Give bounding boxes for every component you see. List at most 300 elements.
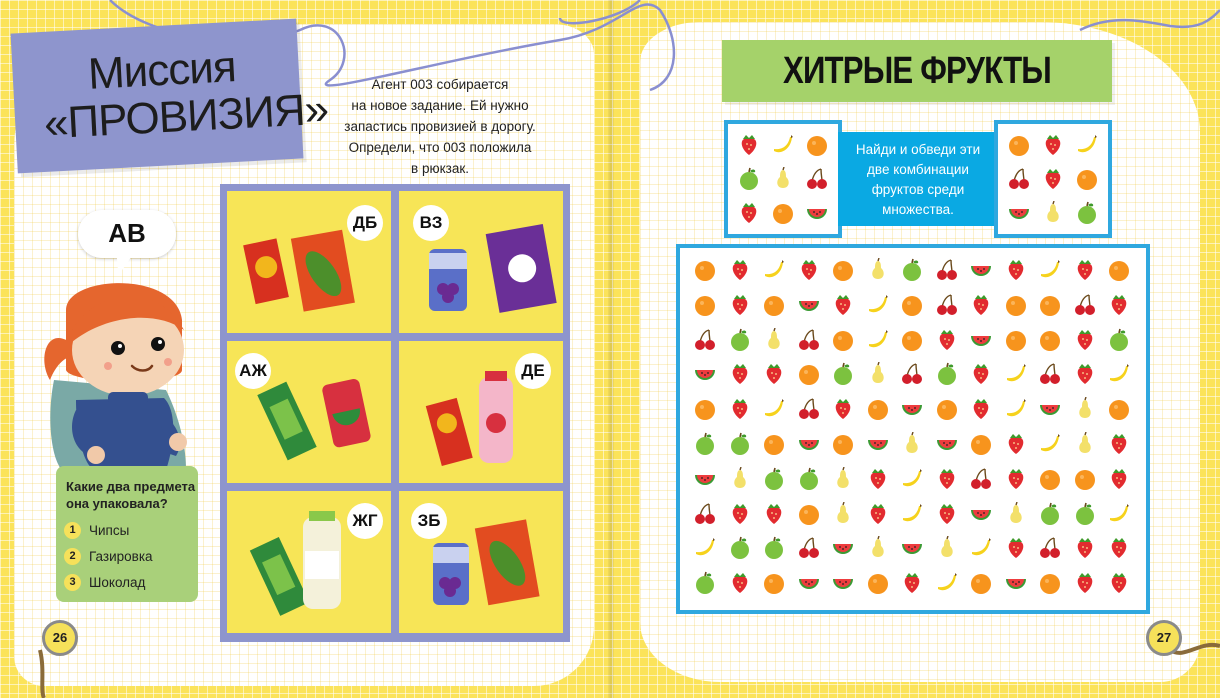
fruit-cell[interactable] — [1102, 393, 1136, 425]
grid-cell-zb[interactable] — [399, 491, 563, 633]
fruit-cell[interactable] — [688, 358, 722, 390]
orange-icon — [762, 293, 786, 317]
fruit-cell[interactable] — [792, 567, 826, 599]
fruit-cell[interactable] — [964, 393, 998, 425]
cherry-icon — [1073, 293, 1097, 317]
fruit-cell[interactable] — [861, 463, 895, 495]
banana-icon — [1107, 362, 1131, 386]
fruit-cell[interactable] — [999, 532, 1033, 564]
fruit-cell[interactable] — [1102, 358, 1136, 390]
page-number-right: 27 — [1146, 620, 1182, 656]
orange-icon — [797, 362, 821, 386]
cherry-icon — [969, 467, 993, 491]
strawberry-icon — [1073, 571, 1097, 595]
strawberry-icon — [728, 571, 752, 595]
fruit-cell[interactable] — [792, 532, 826, 564]
apple-icon — [728, 432, 752, 456]
apple-icon — [762, 467, 786, 491]
fruit-cell[interactable] — [792, 463, 826, 495]
strawberry-icon — [1004, 536, 1028, 560]
fruit-cell[interactable] — [999, 463, 1033, 495]
cherry-icon — [935, 293, 959, 317]
fruit-cell[interactable] — [1068, 532, 1102, 564]
fruit-cell[interactable] — [723, 428, 757, 460]
apple-icon — [1107, 328, 1131, 352]
option-number: 1 — [64, 522, 81, 539]
combo-fruit-cell — [1005, 131, 1033, 159]
watermelon-icon — [900, 536, 924, 560]
fruit-cell[interactable] — [964, 358, 998, 390]
fruit-cell[interactable] — [1068, 567, 1102, 599]
fruit-cell[interactable] — [999, 254, 1033, 286]
strawberry-icon — [935, 502, 959, 526]
cell-label: ДЕ — [515, 353, 551, 389]
cherry-icon — [797, 328, 821, 352]
pear-icon — [1073, 397, 1097, 421]
fruit-cell[interactable] — [895, 567, 929, 599]
watermelon-icon — [805, 201, 829, 225]
fruit-combination-left — [724, 120, 842, 238]
apple-icon — [737, 167, 761, 191]
grid-cell-zhg[interactable] — [227, 491, 391, 633]
orange-icon — [1107, 258, 1131, 282]
fruit-cell[interactable] — [688, 254, 722, 286]
fruit-cell[interactable] — [930, 532, 964, 564]
grid-cell-de[interactable] — [399, 341, 563, 483]
strawberry-icon — [831, 397, 855, 421]
cherry-icon — [935, 258, 959, 282]
strawberry-icon — [762, 502, 786, 526]
intro-line: Агент 003 собирается — [371, 77, 509, 92]
orange-icon — [831, 258, 855, 282]
fruit-cell[interactable] — [688, 567, 722, 599]
watermelon-icon — [1007, 201, 1031, 225]
option-item — [64, 548, 153, 565]
fruit-cell[interactable] — [964, 498, 998, 530]
watermelon-icon — [900, 397, 924, 421]
fruit-cell[interactable] — [826, 567, 860, 599]
pear-icon — [762, 328, 786, 352]
fruit-cell[interactable] — [757, 463, 791, 495]
option-item — [64, 522, 129, 539]
fruit-cell[interactable] — [757, 428, 791, 460]
orange-icon — [693, 293, 717, 317]
combo-fruit-cell — [735, 131, 763, 159]
fruit-cell[interactable] — [826, 463, 860, 495]
hint-line: две комбинации — [867, 162, 969, 177]
fruit-cell[interactable] — [757, 393, 791, 425]
fruit-combination-right — [994, 120, 1112, 238]
fruit-cell[interactable] — [826, 532, 860, 564]
fruit-cell[interactable] — [826, 358, 860, 390]
orange-icon — [866, 571, 890, 595]
pear-icon — [900, 432, 924, 456]
banana-icon — [1004, 397, 1028, 421]
strawberry-icon — [737, 201, 761, 225]
fruit-cell[interactable] — [930, 393, 964, 425]
fruit-cell[interactable] — [861, 498, 895, 530]
combo-fruit-cell — [1005, 165, 1033, 193]
fruit-cell[interactable] — [792, 498, 826, 530]
fruit-cell[interactable] — [999, 567, 1033, 599]
banana-icon — [1038, 432, 1062, 456]
pear-icon — [831, 467, 855, 491]
apple-icon — [693, 571, 717, 595]
strawberry-icon — [1004, 432, 1028, 456]
fruit-cell[interactable] — [826, 428, 860, 460]
strawberry-icon — [737, 133, 761, 157]
watermelon-icon — [969, 258, 993, 282]
fruit-cell[interactable] — [964, 567, 998, 599]
fruit-cell[interactable] — [999, 324, 1033, 356]
grid-cell-azh[interactable] — [227, 341, 391, 483]
fruit-cell[interactable] — [1033, 463, 1067, 495]
apple-icon — [900, 258, 924, 282]
pear-icon — [866, 536, 890, 560]
watermelon-icon — [797, 571, 821, 595]
apple-icon — [693, 432, 717, 456]
fruit-cell[interactable] — [999, 428, 1033, 460]
option-label: Чипсы — [89, 523, 130, 538]
cell-label: АЖ — [235, 353, 271, 389]
fruit-cell[interactable] — [1033, 358, 1067, 390]
fruit-cell[interactable] — [1033, 428, 1067, 460]
strawberry-icon — [728, 258, 752, 282]
cherry-icon — [797, 397, 821, 421]
fruit-cell[interactable] — [964, 463, 998, 495]
fruit-cell[interactable] — [792, 254, 826, 286]
combo-fruit-cell — [735, 165, 763, 193]
fruit-cell[interactable] — [999, 498, 1033, 530]
fruit-cell[interactable] — [792, 428, 826, 460]
banana-icon — [1075, 133, 1099, 157]
hint-text — [838, 140, 998, 220]
strawberry-icon — [1107, 432, 1131, 456]
fruit-cell[interactable] — [792, 358, 826, 390]
fruit-cell[interactable] — [964, 324, 998, 356]
fruit-cell[interactable] — [688, 498, 722, 530]
fruit-cell[interactable] — [895, 532, 929, 564]
fruit-cell[interactable] — [1033, 532, 1067, 564]
fruit-cell[interactable] — [757, 324, 791, 356]
watermelon-icon — [797, 432, 821, 456]
strawberry-icon — [969, 362, 993, 386]
watermelon-icon — [969, 328, 993, 352]
fruit-cell[interactable] — [792, 289, 826, 321]
banana-icon — [900, 502, 924, 526]
strawberry-icon — [728, 397, 752, 421]
fruit-cell[interactable] — [757, 289, 791, 321]
pear-icon — [935, 536, 959, 560]
items-grid — [220, 184, 570, 642]
fruit-cell[interactable] — [826, 254, 860, 286]
apple-icon — [797, 467, 821, 491]
fruit-cell[interactable] — [688, 289, 722, 321]
fruit-cell[interactable] — [757, 254, 791, 286]
fruit-cell[interactable] — [1033, 254, 1067, 286]
banana-icon — [762, 258, 786, 282]
option-item — [64, 574, 145, 591]
strawberry-icon — [935, 328, 959, 352]
fruit-cell[interactable] — [826, 393, 860, 425]
strawberry-icon — [1073, 328, 1097, 352]
fruit-cell[interactable] — [688, 463, 722, 495]
watermelon-icon — [969, 502, 993, 526]
combo-fruit-cell — [769, 131, 797, 159]
fruit-cell[interactable] — [964, 532, 998, 564]
watermelon-icon — [1004, 571, 1028, 595]
strawberry-icon — [1004, 467, 1028, 491]
fruit-cell[interactable] — [1068, 498, 1102, 530]
watermelon-icon — [693, 362, 717, 386]
strawberry-icon — [900, 571, 924, 595]
banana-icon — [762, 397, 786, 421]
cherry-icon — [805, 167, 829, 191]
pear-icon — [728, 467, 752, 491]
fruit-search-grid — [676, 244, 1150, 614]
fruit-cell[interactable] — [999, 289, 1033, 321]
fruit-cell[interactable] — [895, 254, 929, 286]
fruit-cell[interactable] — [895, 428, 929, 460]
strawberry-icon — [728, 362, 752, 386]
fruit-cell[interactable] — [723, 324, 757, 356]
fruit-cell[interactable] — [723, 254, 757, 286]
apple-icon — [728, 536, 752, 560]
fruit-cell[interactable] — [1102, 289, 1136, 321]
combo-fruit-cell — [1039, 131, 1067, 159]
fruit-cell[interactable] — [861, 289, 895, 321]
fruit-cell[interactable] — [861, 254, 895, 286]
watermelon-icon — [693, 467, 717, 491]
strawberry-icon — [728, 502, 752, 526]
cherry-icon — [1007, 167, 1031, 191]
girl-agent-illustration — [36, 270, 196, 470]
watermelon-icon — [1038, 397, 1062, 421]
page-number-left: 26 — [42, 620, 78, 656]
orange-icon — [1038, 467, 1062, 491]
pear-icon — [1073, 432, 1097, 456]
combo-fruit-cell — [769, 199, 797, 227]
hint-line: Найди и обведи эти — [855, 142, 981, 157]
fruit-cell[interactable] — [1102, 324, 1136, 356]
cherry-icon — [797, 536, 821, 560]
fruit-cell[interactable] — [861, 358, 895, 390]
fruit-cell[interactable] — [1102, 254, 1136, 286]
orange-icon — [797, 502, 821, 526]
fruit-cell[interactable] — [930, 428, 964, 460]
fruit-cell[interactable] — [930, 289, 964, 321]
fruit-cell[interactable] — [1102, 463, 1136, 495]
fruit-cell[interactable] — [895, 498, 929, 530]
pear-icon — [831, 502, 855, 526]
pear-icon — [771, 167, 795, 191]
strawberry-icon — [1041, 133, 1065, 157]
pear-icon — [866, 258, 890, 282]
fruit-cell[interactable] — [757, 567, 791, 599]
orange-icon — [1004, 293, 1028, 317]
fruit-cell[interactable] — [999, 393, 1033, 425]
fruit-cell[interactable] — [964, 428, 998, 460]
banana-icon — [771, 133, 795, 157]
fruit-cell[interactable] — [688, 428, 722, 460]
cherry-icon — [900, 362, 924, 386]
fruit-cell[interactable] — [792, 324, 826, 356]
orange-icon — [969, 432, 993, 456]
fruit-cell[interactable] — [964, 289, 998, 321]
fruit-cell[interactable] — [1033, 324, 1067, 356]
strawberry-icon — [969, 293, 993, 317]
banana-icon — [693, 536, 717, 560]
fruit-cell[interactable] — [723, 358, 757, 390]
fruit-cell[interactable] — [826, 498, 860, 530]
fruit-cell[interactable] — [930, 463, 964, 495]
intro-line: в рюкзак. — [411, 161, 469, 176]
orange-icon — [693, 397, 717, 421]
fruit-cell[interactable] — [895, 358, 929, 390]
cherry-icon — [693, 502, 717, 526]
fruit-cell[interactable] — [999, 358, 1033, 390]
fruit-cell[interactable] — [861, 428, 895, 460]
banana-icon — [1107, 502, 1131, 526]
fruit-cell[interactable] — [723, 463, 757, 495]
strawberry-icon — [866, 467, 890, 491]
apple-icon — [762, 536, 786, 560]
fruit-cell[interactable] — [792, 393, 826, 425]
strawberry-icon — [728, 293, 752, 317]
fruit-cell[interactable] — [1102, 567, 1136, 599]
fruit-cell[interactable] — [1068, 324, 1102, 356]
banana-icon — [1038, 258, 1062, 282]
apple-icon — [1073, 502, 1097, 526]
fruit-cell[interactable] — [1102, 428, 1136, 460]
hint-line: множества. — [882, 202, 954, 217]
fruit-cell[interactable] — [1102, 498, 1136, 530]
strawberry-icon — [1041, 167, 1065, 191]
fruit-cell[interactable] — [1033, 498, 1067, 530]
fruit-cell[interactable] — [895, 393, 929, 425]
option-label: Шоколад — [89, 575, 146, 590]
combo-fruit-cell — [1039, 199, 1067, 227]
fruit-cell[interactable] — [1068, 393, 1102, 425]
orange-icon — [1038, 328, 1062, 352]
option-number: 2 — [64, 548, 81, 565]
banana-icon — [900, 467, 924, 491]
fruit-cell[interactable] — [688, 324, 722, 356]
fruit-cell[interactable] — [723, 393, 757, 425]
combo-fruit-cell — [1073, 165, 1101, 193]
fruit-cell[interactable] — [964, 254, 998, 286]
grid-cell-db[interactable] — [227, 191, 391, 333]
watermelon-icon — [866, 432, 890, 456]
apple-icon — [1038, 502, 1062, 526]
watermelon-icon — [831, 571, 855, 595]
question-text: Какие два предмета она упаковала? — [66, 479, 196, 511]
fruit-cell[interactable] — [757, 358, 791, 390]
fruit-cell[interactable] — [930, 324, 964, 356]
strawberry-icon — [831, 293, 855, 317]
fruit-cell[interactable] — [1033, 393, 1067, 425]
fruit-cell[interactable] — [1102, 532, 1136, 564]
fruit-cell[interactable] — [1068, 428, 1102, 460]
cherry-icon — [693, 328, 717, 352]
pear-icon — [1041, 201, 1065, 225]
orange-icon — [1007, 133, 1031, 157]
orange-icon — [1075, 167, 1099, 191]
grid-cell-vz[interactable] — [399, 191, 563, 333]
fruit-cell[interactable] — [1033, 289, 1067, 321]
intro-line: запастись провизией в дорогу. — [344, 119, 536, 134]
apple-icon — [831, 362, 855, 386]
intro-text — [318, 74, 562, 179]
fruit-cell[interactable] — [895, 463, 929, 495]
strawberry-icon — [1073, 536, 1097, 560]
orange-icon — [935, 397, 959, 421]
fruit-cell[interactable] — [1068, 358, 1102, 390]
apple-icon — [1075, 201, 1099, 225]
fruit-cell[interactable] — [1068, 254, 1102, 286]
orange-icon — [831, 432, 855, 456]
cherry-icon — [1038, 362, 1062, 386]
orange-icon — [1038, 293, 1062, 317]
orange-icon — [1038, 571, 1062, 595]
fruit-cell[interactable] — [861, 567, 895, 599]
strawberry-icon — [1107, 536, 1131, 560]
strawberry-icon — [1073, 362, 1097, 386]
fruit-cell[interactable] — [757, 532, 791, 564]
fruit-cell[interactable] — [826, 324, 860, 356]
fruit-cell[interactable] — [723, 498, 757, 530]
fruit-cell[interactable] — [861, 393, 895, 425]
combo-fruit-cell — [1073, 131, 1101, 159]
strawberry-icon — [762, 362, 786, 386]
fruit-cell[interactable] — [688, 532, 722, 564]
right-page-title: ХИТРЫЕ ФРУКТЫ — [783, 50, 1051, 92]
fruit-cell[interactable] — [1033, 567, 1067, 599]
fruit-cell[interactable] — [723, 567, 757, 599]
combo-fruit-cell — [1073, 199, 1101, 227]
fruit-cell[interactable] — [930, 498, 964, 530]
strawberry-icon — [866, 502, 890, 526]
fruit-cell[interactable] — [930, 254, 964, 286]
apple-icon — [935, 362, 959, 386]
fruit-cell[interactable] — [826, 289, 860, 321]
fruit-cell[interactable] — [895, 324, 929, 356]
strawberry-icon — [935, 467, 959, 491]
fruit-cell[interactable] — [895, 289, 929, 321]
fruit-cell[interactable] — [688, 393, 722, 425]
fruit-cell[interactable] — [757, 498, 791, 530]
strawberry-icon — [969, 397, 993, 421]
combo-fruit-cell — [1005, 199, 1033, 227]
fruit-cell[interactable] — [861, 532, 895, 564]
hint-line: фруктов среди — [871, 182, 965, 197]
fruit-cell[interactable] — [930, 358, 964, 390]
cherry-icon — [1038, 536, 1062, 560]
fruit-cell[interactable] — [861, 324, 895, 356]
banana-icon — [935, 571, 959, 595]
speech-bubble-text: АВ — [108, 218, 146, 248]
fruit-cell[interactable] — [930, 567, 964, 599]
fruit-cell[interactable] — [1068, 289, 1102, 321]
fruit-cell[interactable] — [1068, 463, 1102, 495]
combo-fruit-cell — [803, 131, 831, 159]
strawberry-icon — [1004, 258, 1028, 282]
combo-fruit-cell — [803, 165, 831, 193]
watermelon-icon — [797, 293, 821, 317]
orange-icon — [762, 432, 786, 456]
fruit-cell[interactable] — [723, 289, 757, 321]
fruit-cell[interactable] — [723, 532, 757, 564]
